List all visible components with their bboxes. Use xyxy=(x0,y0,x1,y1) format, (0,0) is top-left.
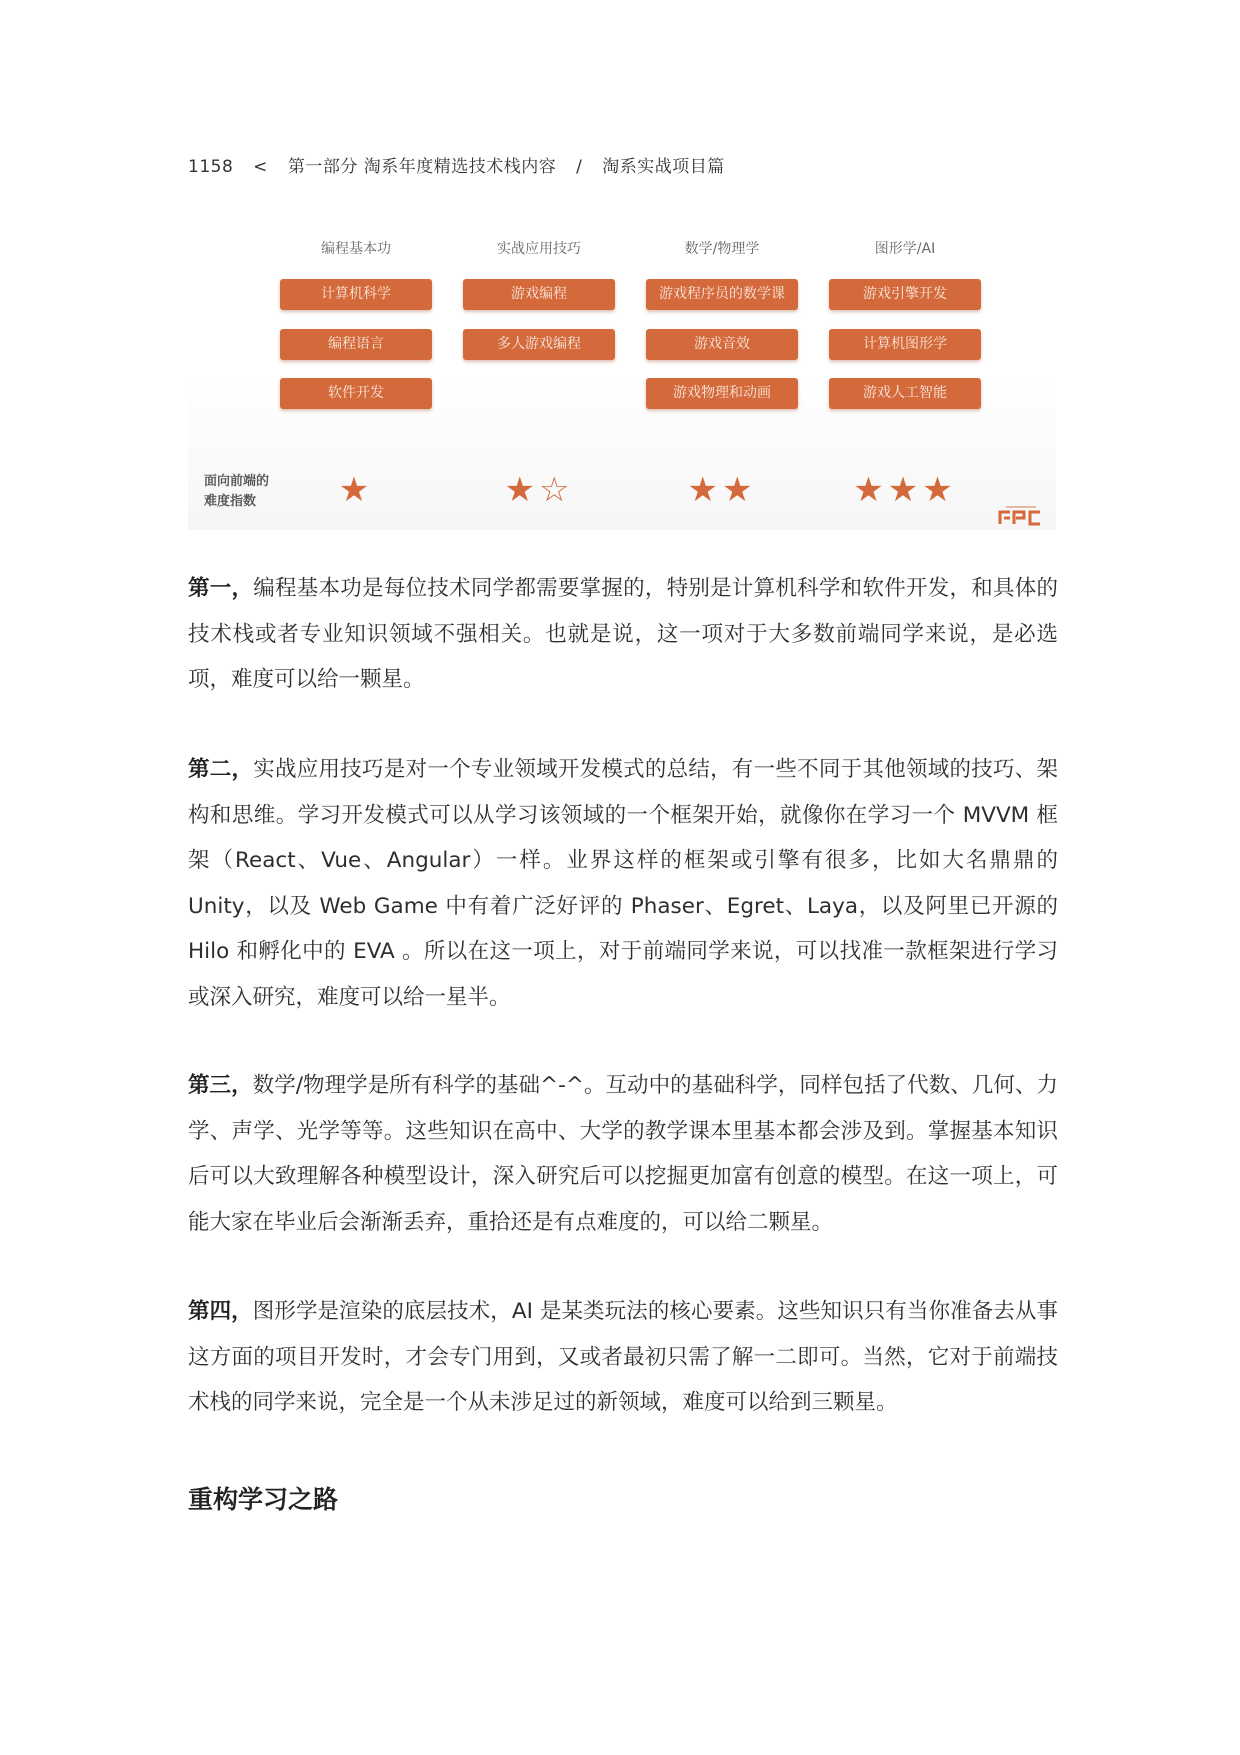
difficulty-label-line2: 难度指数 xyxy=(204,494,257,509)
skills-figure xyxy=(188,222,1056,530)
header-arrow: < xyxy=(253,157,268,177)
logo-icon xyxy=(998,504,1044,526)
paragraph-4 xyxy=(188,1289,1058,1426)
header-divider: / xyxy=(576,157,583,177)
difficulty-label-line1: 面向前端的 xyxy=(204,474,270,489)
star-rating-graphics: ★★★ xyxy=(853,470,957,510)
skill-item: 游戏人工智能 xyxy=(829,378,981,409)
paragraph-text: 图形学是渲染的底层技术，AI 是某类玩法的核心要素。这些知识只有当你准备去从事这方面的项目开发时，才会专门用到，又或者最初只需了解一二即可。当然，它对于前端技术栈的同学来说，完全是一个从未涉足过的新领域，难度可以给到三颗星。 xyxy=(188,1299,1058,1415)
column-title-graphics: 图形学/AI xyxy=(874,241,936,257)
difficulty-label xyxy=(204,472,269,512)
paragraph-2 xyxy=(188,747,1058,1020)
paragraph-1 xyxy=(188,566,1058,703)
paragraph-text: 实战应用技巧是对一个专业领域开发模式的总结，有一些不同于其他领域的技巧、架构和思维。学习开发模式可以从学习该领域的一个框架开始，就像你在学习一个 MVVM 框架（React、Vue、Angular）一样。业界这样的框架或引擎有很多，比如大名鼎鼎的 Unity，以及 Web Game 中有着广泛好评的 Phaser、Egret、Laya，以及阿里已开源的 Hilo 和孵化中的 EVA 。所以在这一项上，对于前端同学来说，可以找准一款框架进行学习或深入研究，难度可以给一星半。 xyxy=(188,757,1058,1010)
header-section: 第一部分 淘系年度精选技术栈内容 xyxy=(287,157,557,177)
column-title-math: 数学/物理学 xyxy=(684,241,760,257)
star-rating-basics: ★ xyxy=(338,470,374,510)
paragraph-text: 编程基本功是每位技术同学都需要掌握的，特别是计算机科学和软件开发，和具体的技术栈或者专业知识领域不强相关。也就是说，这一项对于大多数前端同学来说，是必选项，难度可以给一颗星。 xyxy=(188,576,1058,692)
paragraph-lead: 第三， xyxy=(188,1073,253,1098)
star-rating-practice: ★☆ xyxy=(504,470,574,510)
skill-item: 游戏程序员的数学课 xyxy=(646,279,798,310)
skill-item: 游戏引擎开发 xyxy=(829,279,981,310)
page-header xyxy=(188,152,725,177)
section-title: 重构学习之路 xyxy=(188,1485,339,1514)
column-title-basics: 编程基本功 xyxy=(321,241,391,257)
column-title-practice: 实战应用技巧 xyxy=(497,241,581,257)
page-number: 1158 xyxy=(188,157,234,177)
skill-item: 游戏音效 xyxy=(646,329,798,360)
paragraph-lead: 第四， xyxy=(188,1299,253,1324)
paragraph-3 xyxy=(188,1063,1058,1245)
skill-item: 游戏物理和动画 xyxy=(646,378,798,409)
skill-item: 编程语言 xyxy=(280,329,432,360)
paragraph-lead: 第二， xyxy=(188,757,254,782)
skill-item: 计算机科学 xyxy=(280,279,432,310)
skill-item: 游戏编程 xyxy=(463,279,615,310)
skill-item: 软件开发 xyxy=(280,378,432,409)
paragraph-lead: 第一， xyxy=(188,576,254,601)
header-subsection: 淘系实战项目篇 xyxy=(602,157,725,177)
skill-item: 计算机图形学 xyxy=(829,329,981,360)
paragraph-text: 数学/物理学是所有科学的基础^-^。互动中的基础科学，同样包括了代数、几何、力学、声学、光学等等。这些知识在高中、大学的教学课本里基本都会涉及到。掌握基本知识后可以大致理解各种模型设计，深入研究后可以挖掘更加富有创意的模型。在这一项上，可能大家在毕业后会渐渐丢弃，重拾还是有点难度的，可以给二颗星。 xyxy=(188,1073,1058,1235)
skill-item: 多人游戏编程 xyxy=(463,329,615,360)
star-rating-math: ★★ xyxy=(687,470,757,510)
